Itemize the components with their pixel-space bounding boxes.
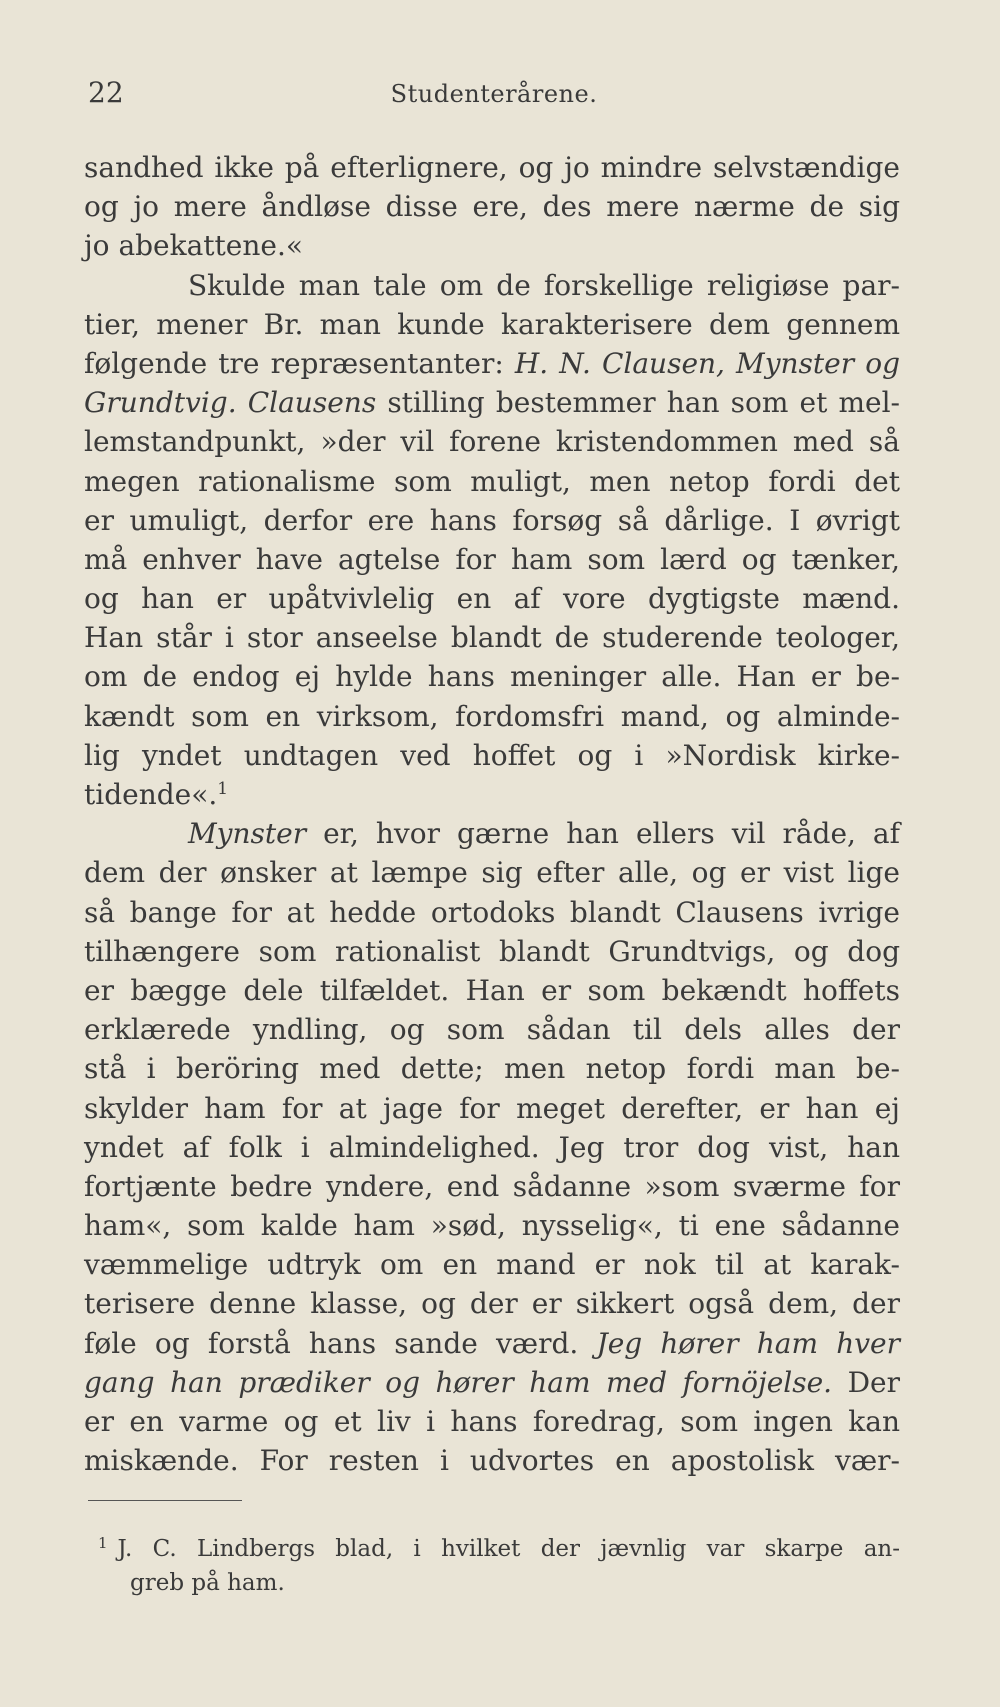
text-line [84, 1324, 900, 1363]
text-line: Skulde man tale om de forskellige religiøse par- [188, 268, 900, 302]
text-run: stilling bestemmer han som et mel- [376, 386, 900, 420]
text-line: om de endog ej hylde hans meninger alle. Han er be- [84, 660, 900, 694]
text-line: ham«, som kalde ham »sød, nysselig«, ti ene sådanne [84, 1209, 900, 1243]
italic-names: H. N. Clausen, Mynster og [514, 346, 901, 380]
italic-name: Clausens [247, 386, 377, 420]
text-line: er bægge dele tilfældet. Han er som bekændt hoffets [84, 973, 900, 1007]
text-line: lig yndet undtagen ved hoffet og i »Nordisk kirke- [84, 738, 900, 772]
footnote-line: greb på ham. [130, 1570, 285, 1596]
text-line: så bange for at hedde ortodoks blandt Clausens ivrige [84, 895, 900, 929]
footnote-divider [88, 1500, 242, 1501]
text-line [84, 814, 900, 853]
text-line: erklærede yndling, og som sådan til dels alles der [84, 1013, 900, 1047]
body-text [84, 148, 900, 1480]
text-run: følgende tre repræsentanter: [84, 346, 515, 380]
footnote-text: J. C. Lindbergs blad, i hvilket der jævnlig var skarpe an- [117, 1536, 900, 1562]
text-line: og han er upåtvivlelig en af vore dygtigste mænd. [84, 582, 900, 616]
text-line: miskænde. For resten i udvortes en apostolisk vær- [84, 1444, 900, 1478]
text-line [84, 775, 900, 814]
page-number: 22 [88, 76, 124, 109]
text-line: skylder ham for at jage for meget derefter, er han ej [84, 1091, 900, 1125]
text-run: Der [832, 1365, 900, 1399]
text-line: terisere denne klasse, og der er sikkert også dem, der [84, 1287, 900, 1321]
italic-quote: Jeg hører ham hver [596, 1326, 901, 1360]
text-line: må enhver have agtelse for ham som lærd og tænker, [84, 542, 900, 576]
text-line: fortjænte bedre yndere, end sådanne »som sværme for [84, 1169, 900, 1203]
text-run: tidende«. [84, 778, 218, 811]
page-header [88, 76, 900, 116]
text-line: jo abekattene.« [84, 229, 303, 263]
text-line: er en varme og et liv i hans foredrag, som ingen kan [84, 1405, 900, 1438]
footnote-mark: 1 [98, 1534, 108, 1552]
text-line: væmmelige udtryk om en mand er nok til at karak- [84, 1248, 900, 1282]
text-line: Han står i stor anseelse blandt de studerende teologer, [84, 621, 900, 655]
text-run: er, hvor gærne han ellers vil råde, af [306, 817, 900, 851]
text-line: er umuligt, derfor ere hans forsøg så dårlige. I øvrigt [84, 503, 900, 537]
footnote-line [98, 1532, 900, 1566]
text-line [84, 344, 900, 383]
footnote [98, 1532, 900, 1600]
text-line [84, 383, 900, 422]
text-run: føle og forstå hans sande værd. [84, 1326, 597, 1360]
text-line: kændt som en virksom, fordomsfri mand, og alminde- [84, 699, 900, 733]
text-line: sandhed ikke på efterlignere, og jo mindre selvstændige [84, 151, 900, 184]
running-title: Studenterårene. [390, 80, 598, 108]
footnote-reference[interactable]: 1 [217, 779, 229, 799]
text-line: dem der ønsker at læmpe sig efter alle, og er vist lige [84, 856, 900, 890]
italic-quote: gang han prædiker og hører ham med fornöjelse. [84, 1365, 833, 1399]
text-line: yndet af folk i almindelighed. Jeg tror dog vist, han [84, 1130, 900, 1164]
text-line: megen rationalisme som muligt, men netop fordi det [84, 464, 900, 498]
text-run [237, 386, 248, 419]
italic-name: Grundtvig. [84, 386, 237, 420]
text-line: tier, mener Br. man kunde karakterisere dem gennem [84, 307, 900, 341]
italic-name: Mynster [188, 817, 307, 851]
text-line: og jo mere åndløse disse ere, des mere nærme de sig [84, 190, 900, 224]
text-line: tilhængere som rationalist blandt Grundtvigs, og dog [84, 934, 900, 968]
text-line: lemstandpunkt, »der vil forene kristendommen med så [84, 425, 900, 459]
text-line: stå i beröring med dette; men netop fordi man be- [84, 1052, 900, 1086]
text-line [84, 1363, 900, 1402]
